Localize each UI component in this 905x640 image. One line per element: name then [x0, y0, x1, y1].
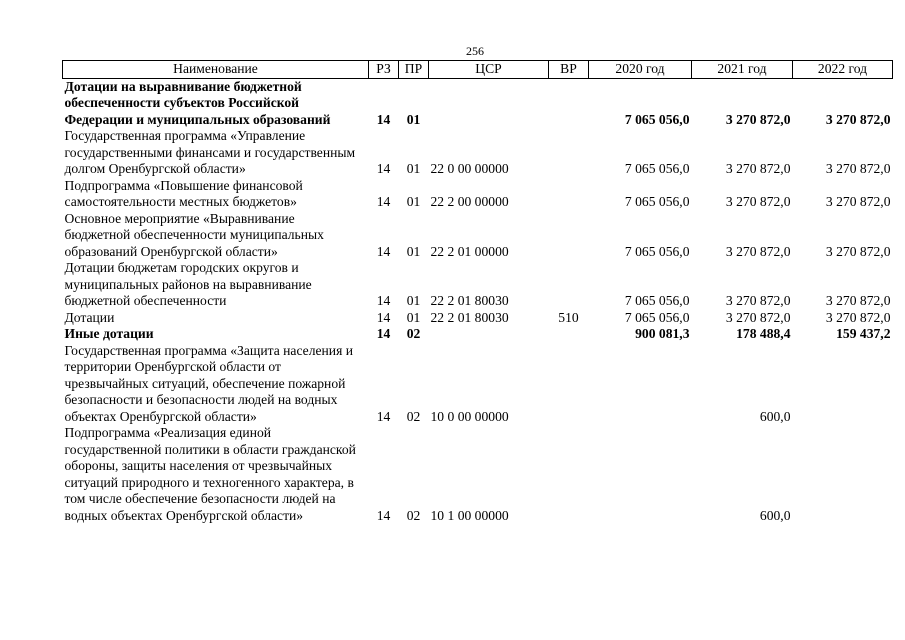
row-2020: 7 065 056,0	[624, 194, 690, 209]
row-2020: 900 081,3	[635, 326, 690, 341]
row-csr	[429, 78, 549, 128]
row-2022: 3 270 872,0	[825, 309, 891, 325]
row-csr: 10 1 00 00000	[430, 507, 509, 523]
row-pr: 01	[406, 111, 421, 127]
header-2020: 2020 год	[589, 61, 692, 79]
row-2022: 3 270 872,0	[825, 111, 891, 127]
row-2021: 3 270 872,0	[725, 293, 791, 308]
row-name: Государственная программа «Защита населения и территории Оренбургской области от чрезвычайных ситуаций, обеспечение пожарной безопасности и безопасности людей на водных объектах Оренбургской области»	[64, 342, 353, 424]
budget-table	[62, 60, 893, 524]
row-2021: 178 488,4	[736, 326, 791, 341]
row-name: Иные дотации	[64, 326, 154, 341]
row-csr: 22 2 01 00000	[430, 243, 509, 259]
row-2022	[793, 343, 893, 426]
row-2021: 3 270 872,0	[725, 309, 791, 325]
row-rz: 14	[376, 309, 391, 325]
row-vr	[549, 260, 589, 310]
table-row	[63, 211, 893, 261]
row-pr: 01	[406, 243, 421, 259]
table-header-row	[63, 61, 893, 79]
row-rz: 14	[376, 111, 391, 127]
row-csr: 22 2 00 00000	[430, 194, 509, 209]
row-name: Подпрограмма «Реализация единой государственной политики в области гражданской обороны, защиты населения от чрезвычайных ситуаций природного и техногенного характера, в том числе обеспечение безопасности людей на водных объектах Оренбургской области»	[64, 425, 356, 523]
header-csr: ЦСР	[429, 61, 549, 79]
table-row	[63, 343, 893, 426]
page-number: 256	[466, 44, 484, 58]
row-vr	[549, 343, 589, 426]
row-2021: 3 270 872,0	[725, 161, 791, 176]
row-rz: 14	[376, 326, 391, 341]
row-name: Государственная программа «Управление государственными финансами и государственным долгом Оренбургской области»	[64, 128, 356, 176]
row-2022: 159 437,2	[836, 326, 891, 341]
row-2020	[589, 343, 692, 426]
row-2021: 600,0	[759, 408, 791, 424]
row-csr: 22 0 00 00000	[430, 161, 509, 176]
row-rz: 14	[376, 408, 391, 424]
row-csr	[429, 326, 549, 343]
table-row	[63, 425, 893, 524]
row-2020	[589, 425, 692, 524]
row-2020: 7 065 056,0	[624, 309, 690, 325]
row-2020: 7 065 056,0	[624, 161, 690, 176]
header-name: Наименование	[63, 61, 369, 79]
table-row	[63, 326, 893, 343]
row-pr: 01	[406, 194, 421, 209]
row-2022: 3 270 872,0	[825, 243, 891, 259]
row-2021: 3 270 872,0	[725, 194, 791, 209]
row-rz: 14	[376, 293, 391, 308]
row-rz: 14	[376, 194, 391, 209]
header-pr: ПР	[399, 61, 429, 79]
row-pr: 02	[406, 408, 421, 424]
row-vr	[549, 78, 589, 128]
row-name: Основное мероприятие «Выравнивание бюджетной обеспеченности муниципальных образований Оренбургской области»	[64, 210, 324, 259]
table-row	[63, 128, 893, 178]
row-name: Дотации на выравнивание бюджетной обеспеченности субъектов Российской Федерации и муниципальных образований	[64, 78, 331, 127]
header-2021: 2021 год	[692, 61, 793, 79]
row-rz: 14	[376, 507, 391, 523]
row-vr	[549, 178, 589, 211]
row-name: Подпрограмма «Повышение финансовой самостоятельности местных бюджетов»	[64, 177, 303, 209]
row-2020: 7 065 056,0	[624, 243, 690, 259]
row-2020: 7 065 056,0	[624, 111, 690, 127]
row-name: Дотации бюджетам городских округов и муниципальных районов на выравнивание бюджетной обеспеченности	[64, 260, 312, 308]
row-vr	[549, 211, 589, 261]
row-csr: 22 2 01 80030	[430, 309, 509, 325]
row-vr: 510	[558, 309, 579, 325]
row-2021: 3 270 872,0	[725, 111, 791, 127]
row-csr: 10 0 00 00000	[430, 408, 509, 424]
row-vr	[549, 425, 589, 524]
row-2022: 3 270 872,0	[825, 293, 891, 308]
row-rz: 14	[376, 161, 391, 176]
row-name: Дотации	[64, 309, 115, 325]
header-rz: РЗ	[369, 61, 399, 79]
row-pr: 02	[406, 326, 421, 341]
row-2021: 600,0	[759, 507, 791, 523]
row-2022	[793, 425, 893, 524]
row-pr: 02	[406, 507, 421, 523]
row-2022: 3 270 872,0	[825, 161, 891, 176]
table-row	[63, 310, 893, 327]
header-2022: 2022 год	[793, 61, 893, 79]
header-vr: ВР	[549, 61, 589, 79]
row-pr: 01	[406, 161, 421, 176]
row-pr: 01	[406, 309, 421, 325]
table-row	[63, 78, 893, 128]
row-vr	[549, 326, 589, 343]
row-pr: 01	[406, 293, 421, 308]
row-2022: 3 270 872,0	[825, 194, 891, 209]
table-row	[63, 260, 893, 310]
row-csr: 22 2 01 80030	[430, 293, 509, 308]
row-2021: 3 270 872,0	[725, 243, 791, 259]
row-vr	[549, 128, 589, 178]
row-rz: 14	[376, 243, 391, 259]
row-2020: 7 065 056,0	[624, 293, 690, 308]
table-row	[63, 178, 893, 211]
